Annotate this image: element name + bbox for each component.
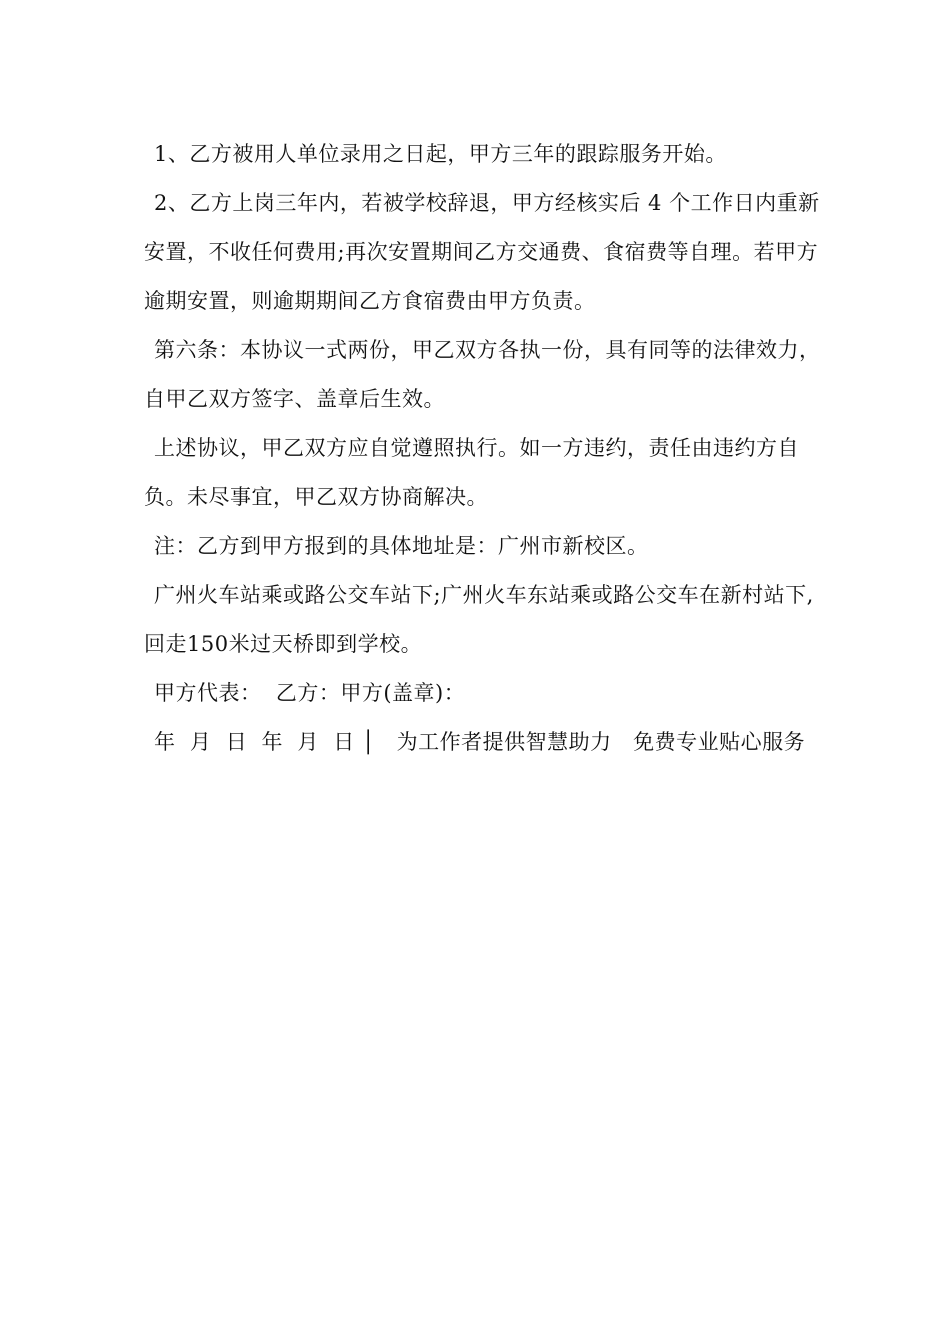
clause-1-tracking-service: 1、乙方被用人单位录用之日起，甲方三年的跟踪服务开始。 [154, 142, 727, 166]
clause-2-reassignment: 2、乙方上岗三年内，若被学校辞退，甲方经核实后 4 个工作日内重新安置，不收任何费用;再次安置期间乙方交通费、食宿费等自理。若甲方逾期安置，则逾期期间乙方食宿费由甲方负责。 [144, 191, 820, 313]
directions-note: 广州火车站乘或路公交车站下;广州火车东站乘或路公交车在新村站下,回走150米过天桥即到学校。 [144, 583, 814, 656]
address-note: 注：乙方到甲方报到的具体地址是：广州市新校区。 [154, 534, 649, 558]
signature-line: 甲方代表： 乙方：甲方(盖章)： [154, 681, 466, 705]
article-6-validity: 第六条：本协议一式两份，甲乙双方各执一份，具有同等的法律效力，自甲乙双方签字、盖章后生效。 [144, 338, 821, 411]
compliance-clause: 上述协议，甲乙双方应自觉遵照执行。如一方违约，责任由违约方自负。未尽事宜，甲乙双方协商解决。 [144, 436, 799, 509]
date-line: 年 月 日 年 月 日 │ 为工作者提供智慧助力 免费专业贴心服务 [154, 730, 806, 754]
document-body [144, 130, 824, 767]
